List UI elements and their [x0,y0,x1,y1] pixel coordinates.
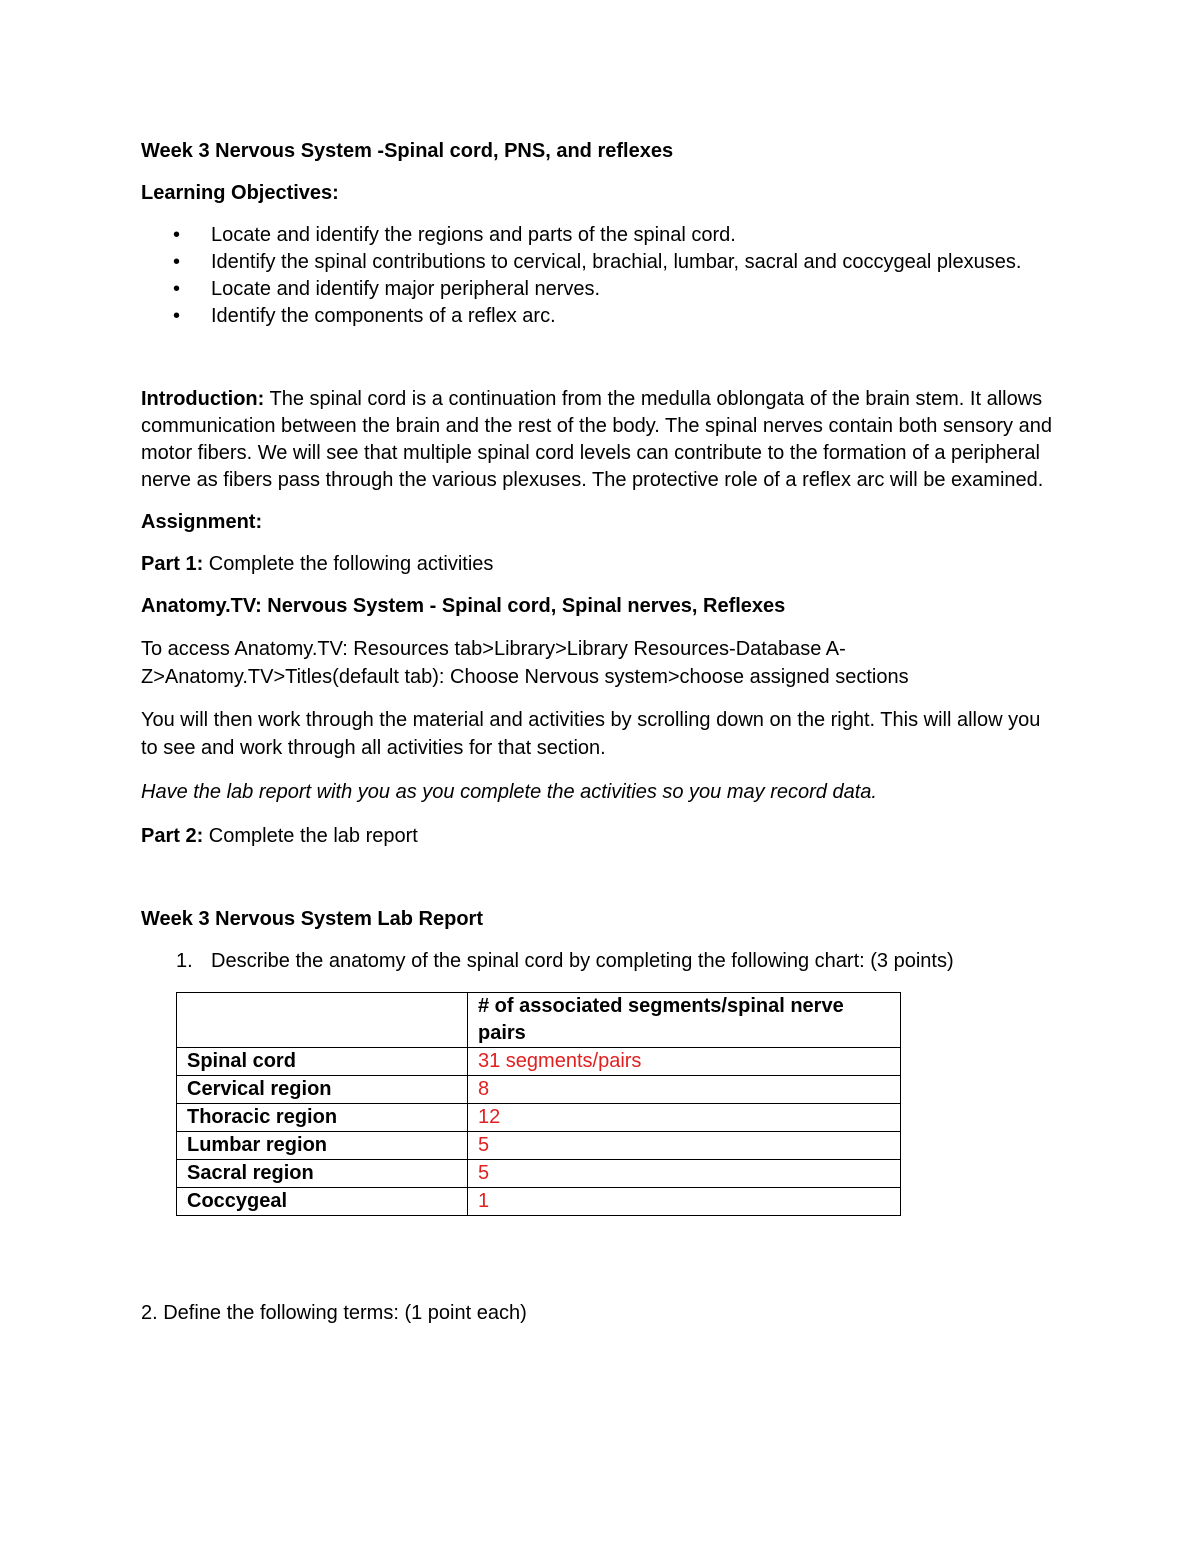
region-label: Spinal cord [177,1048,468,1076]
region-value: 12 [468,1104,901,1132]
table-row [177,1160,901,1188]
list-item [141,303,1061,330]
part1-label: Part 1: [141,553,204,575]
table-row [177,1076,901,1104]
part1-paragraph [141,551,1061,578]
question-text: Describe the anatomy of the spinal cord by completing the following chart: (3 points) [211,950,954,972]
bullet-icon: • [173,251,181,273]
bullet-icon: • [173,278,181,300]
question-2: 2. Define the following terms: (1 point each) [141,1302,527,1324]
table-header-row [177,993,901,1048]
part2-label: Part 2: [141,825,204,847]
table-header-cell: # of associated segments/spinal nerve pairs [468,993,901,1048]
region-label: Thoracic region [177,1104,468,1132]
objective-text: Locate and identify the regions and parts of the spinal cord. [211,224,736,246]
region-value: 5 [468,1160,901,1188]
objective-text: Locate and identify major peripheral nerves. [211,278,601,300]
part2-text: Complete the lab report [203,825,418,847]
region-label: Lumbar region [177,1132,468,1160]
list-item [141,276,1061,303]
region-value: 5 [468,1132,901,1160]
introduction-text: The spinal cord is a continuation from the medulla oblongata of the brain stem. It allows communication between the brain and the rest of the body. The spinal nerves contain both sensory and motor fibers. We will see that multiple spinal cord levels can contribute to the formation of a peripheral nerve as fibers pass through the various plexuses. The protective role of a reflex arc will be examined. [141,388,1052,491]
spinal-cord-table [176,992,901,1216]
lab-report-heading: Week 3 Nervous System Lab Report [141,908,483,930]
assignment-heading: Assignment: [141,511,263,533]
part1-text: Complete the following activities [203,553,494,575]
part2-paragraph [141,823,1061,850]
region-value: 1 [468,1188,901,1216]
objectives-list [141,222,1061,330]
access-instructions: To access Anatomy.TV: Resources tab>Library>Library Resources-Database A-Z>Anatomy.TV>Titles(default tab): Choose Nervous system>choose assigned sections [141,638,909,688]
objective-text: Identify the components of a reflex arc. [211,305,556,327]
table-row [177,1132,901,1160]
question-number: 1. [176,950,193,972]
region-label: Coccygeal [177,1188,468,1216]
lab-report-note: Have the lab report with you as you complete the activities so you may record data. [141,781,877,803]
table-header-empty [177,993,468,1048]
anatomy-tv-heading: Anatomy.TV: Nervous System - Spinal cord, Spinal nerves, Reflexes [141,595,786,617]
question-1 [141,948,1061,975]
bullet-icon: • [173,224,181,246]
region-label: Sacral region [177,1160,468,1188]
region-label: Cervical region [177,1076,468,1104]
work-instructions: You will then work through the material and activities by scrolling down on the right. This will allow you to see and work through all activities for that section. [141,709,1041,759]
list-item [141,249,1061,276]
list-item [141,222,1061,249]
introduction-label: Introduction: [141,388,265,410]
objective-text: Identify the spinal contributions to cervical, brachial, lumbar, sacral and coccygeal plexuses. [211,251,1022,273]
document-page [141,138,1061,1327]
table-row [177,1104,901,1132]
document-title: Week 3 Nervous System -Spinal cord, PNS, and reflexes [141,140,674,162]
objectives-heading: Learning Objectives: [141,182,339,204]
region-value: 31 segments/pairs [468,1048,901,1076]
table-row [177,1048,901,1076]
region-value: 8 [468,1076,901,1104]
bullet-icon: • [173,305,181,327]
table-row [177,1188,901,1216]
introduction-paragraph [141,386,1061,494]
